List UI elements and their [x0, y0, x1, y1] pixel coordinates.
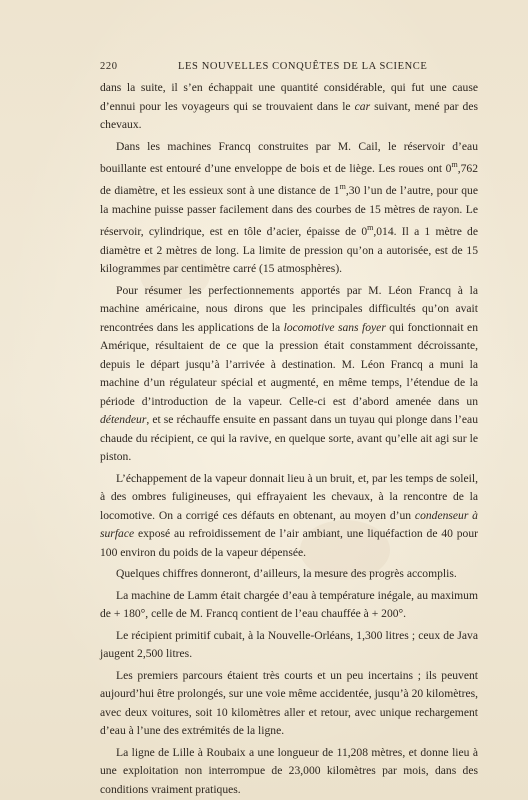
page-number: 220 [100, 61, 118, 72]
paragraph: dans la suite, il s’en échappait une quantité considérable, qui fut une cause d’ennui pour les voyageurs qui se trouvaient dans le car suivant, mené par des chevaux. [100, 81, 478, 131]
paragraph: Dans les machines Francq construites par M. Cail, le réservoir d’eau bouillante est entouré d’une enveloppe de bois et de liège. Les roues ont 0$^m$,762 de diamètre, et les essieux sont à une distance de 1$^m$,30 l’un de l’autre, pour que la machine puisse passer facilement dans des courbes de 15 mètres de rayon. Le réservoir, cylindrique, est en tôle d’acier, épaisse de 0$^m$,014. Il a 1 mètre de diamètre et 2 mètres de long. La limite de pression qu’on a autorisée, est de 15 kilogrammes par centimètre carré (15 atmosphères). [100, 139, 478, 276]
paragraph: Le récipient primitif cubait, à la Nouvelle-Orléans, 1,300 litres ; ceux de Java jaugent 2,500 litres. [100, 628, 478, 661]
page-header [100, 61, 478, 77]
paragraph: L’échappement de la vapeur donnait lieu à un bruit, et, par les temps de soleil, à des ombres fuligineuses, qui effrayaient les chevaux, à la rencontre de la locomotive. On a corrigé ces défauts en obtenant, au moyen d’un condenseur à surface exposé au refroidissement de l’air ambiant, une liquéfaction de 40 pour 100 environ du poids de la vapeur dépensée. [100, 471, 478, 559]
body-text [100, 79, 478, 799]
paragraph: Pour résumer les perfectionnements apportés par M. Léon Francq à la machine américaine, nous dirons que les principales difficultés qu’on avait rencontrées dans les applications de la locomotive sans foyer qui fonctionnait en Amérique, résultaient de ce que la pression était constamment décroissante, depuis le départ jusqu’à l’arrivée à destination. M. Léon Francq a muni la machine d’un régulateur spécial et augmenté, en même temps, l’étendue de la période d’introduction de la vapeur. Celle-ci est d’abord amenée dans un détendeur, et se réchauffe ensuite en passant dans un tuyau qui plonge dans l’eau chaude du récipient, ce qui la ravive, en quelque sorte, avant qu’elle ait agi sur le piston. [100, 283, 478, 464]
paragraph: Les premiers parcours étaient très courts et un peu incertains ; ils peuvent aujourd’hui être prolongés, sur une voie même accidentée, jusqu’à 20 kilomètres, avec deux voitures, soit 10 kilomètres aller et retour, avec unique rechargement d’eau à l’une des extrémités de la ligne. [100, 668, 478, 738]
paragraph: La ligne de Lille à Roubaix a une longueur de 11,208 mètres, et donne lieu à une exploitation non interrompue de 23,000 kilomètres par mois, dans des conditions vraiment pratiques. [100, 745, 478, 796]
paragraph: La machine de Lamm était chargée d’eau à température inégale, au maximum de + 180°, celle de M. Francq contient de l’eau chauffée à + 200°. [100, 588, 478, 621]
paragraph: Quelques chiffres donneront, d’ailleurs, la mesure des progrès accomplis. [116, 567, 457, 581]
running-title: LES NOUVELLES CONQUÊTES DE LA SCIENCE [178, 61, 428, 72]
